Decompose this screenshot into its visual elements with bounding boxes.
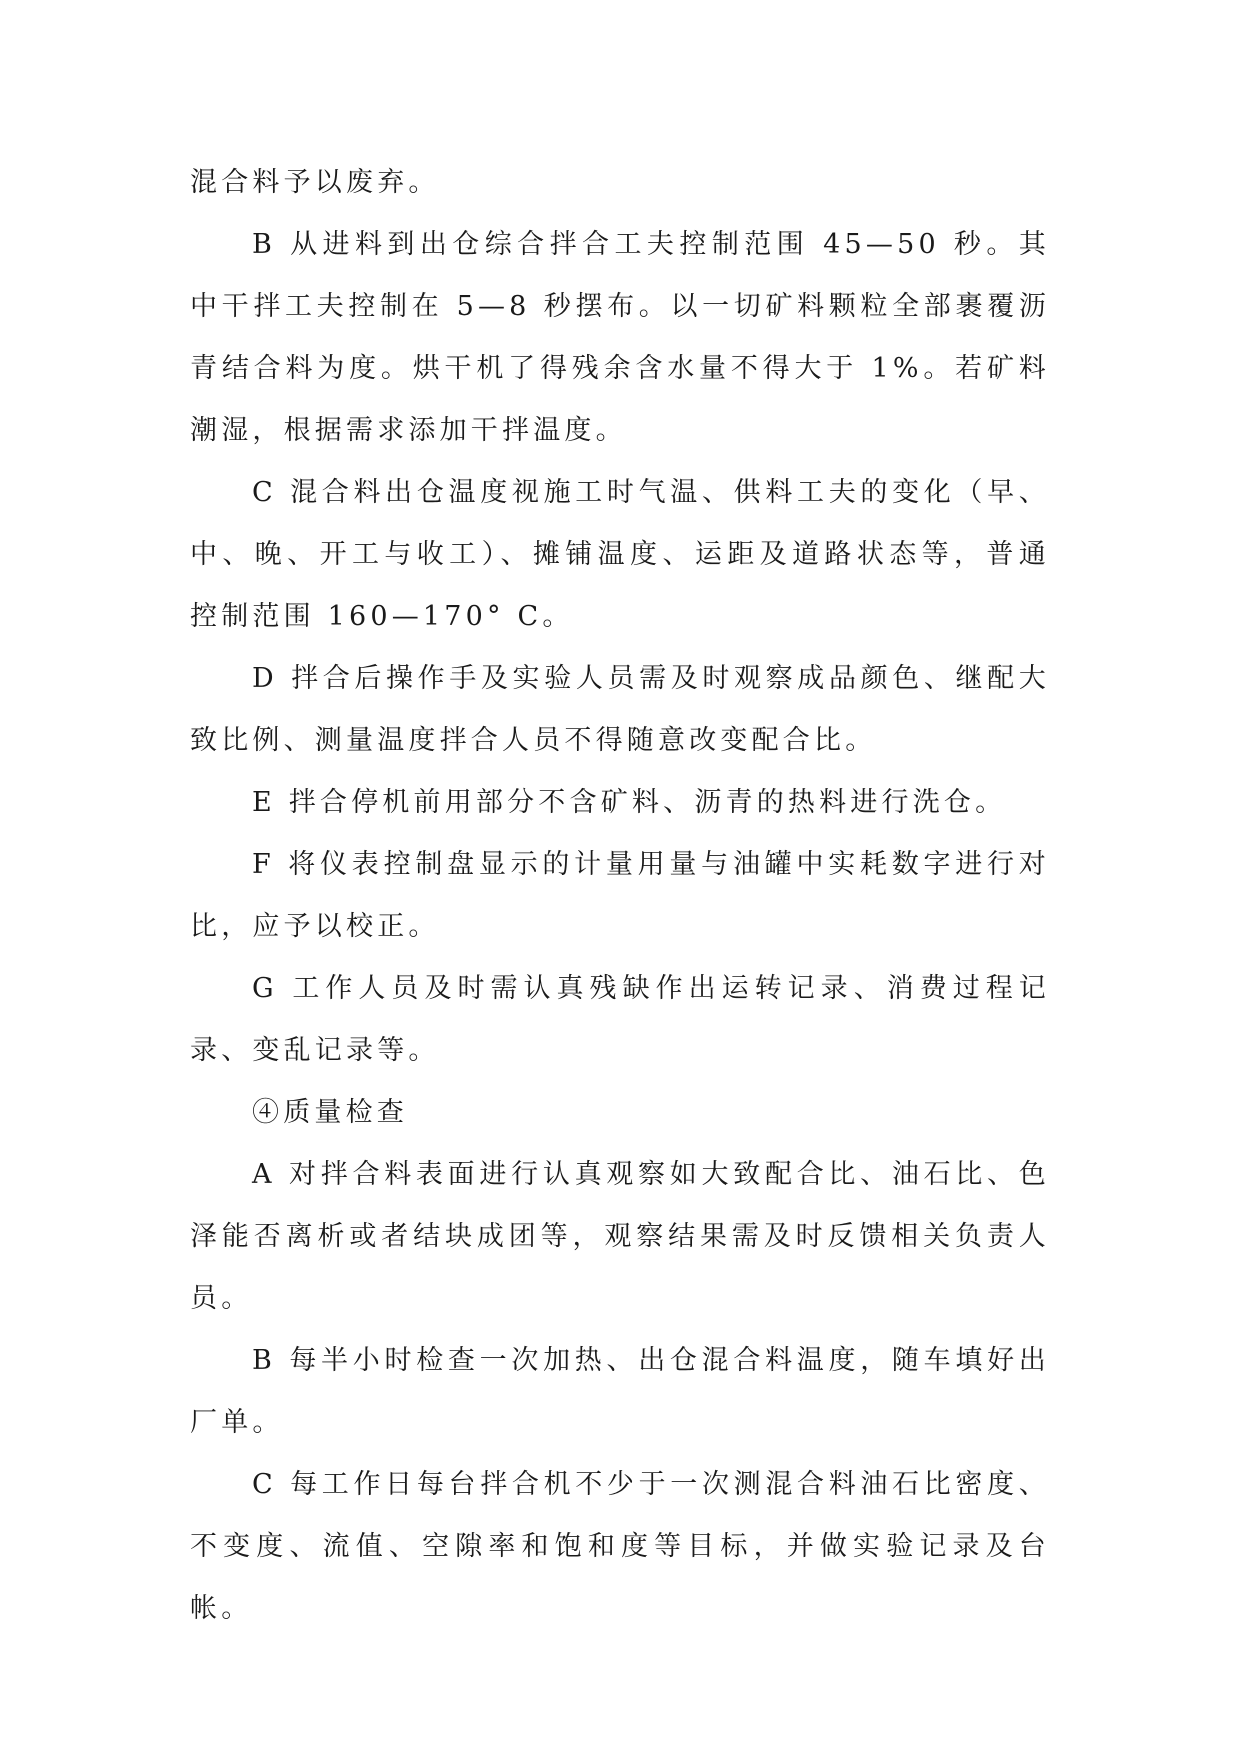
paragraph-item-f-calibration: F 将仪表控制盘显示的计量用量与油罐中实耗数字进行对比，应予以校正。: [190, 849, 1050, 942]
paragraph-quality-a: A 对拌合料表面进行认真观察如大致配合比、油石比、色泽能否离析或者结块成团等，观察结果需及时反馈相关负责人员。: [190, 1159, 1050, 1314]
paragraph-quality-b: B 每半小时检查一次加热、出仓混合料温度，随车填好出厂单。: [190, 1345, 1050, 1438]
paragraph-item-e-cleaning: E 拌合停机前用部分不含矿料、沥青的热料进行洗仓。: [252, 787, 1007, 818]
paragraph-item-g-records: G 工作人员及时需认真残缺作出运转记录、消费过程记录、变乱记录等。: [190, 973, 1050, 1066]
section-heading-quality-check: ④质量检查: [252, 1097, 408, 1128]
paragraph-quality-c: C 每工作日每台拌合机不少于一次测混合料油石比密度、不变度、流值、空隙率和饱和度等目标，并做实验记录及台帐。: [190, 1469, 1050, 1624]
paragraph-item-b-mixing-time: B 从进料到出仓综合拌合工夫控制范围 45—50 秒。其中干拌工夫控制在 5—8 秒摆布。以一切矿料颗粒全部裹覆沥青结合料为度。烘干机了得残余含水量不得大于 1%。若矿料潮湿，根据需求添加干拌温度。: [190, 229, 1050, 446]
paragraph-item-d-observation: D 拌合后操作手及实验人员需及时观察成品颜色、继配大致比例、测量温度拌合人员不得随意改变配合比。: [190, 663, 1050, 756]
paragraph-item-c-discharge-temperature: C 混合料出仓温度视施工时气温、供料工夫的变化（早、中、晚、开工与收工）、摊铺温度、运距及道路状态等，普通控制范围 160—170° C。: [190, 477, 1050, 632]
paragraph-continuation: 混合料予以废弃。: [190, 167, 440, 198]
document-body: [190, 152, 1050, 1640]
